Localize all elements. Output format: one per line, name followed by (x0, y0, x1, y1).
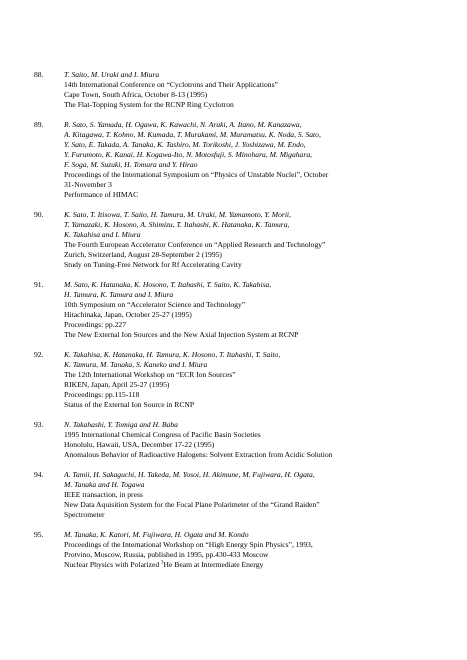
entry-authors: Y. Sato, E. Takada, A. Tanaka, K. Tashiro, M. Torikoshi, J. Yoshizawa, M. Endo, (64, 140, 306, 149)
reference-entry (0, 530, 467, 570)
entry-line: Proceedings of the International Symposium on “Physics of Unstable Nuclei”, October (64, 170, 329, 179)
entry-authors: T. Saito, M. Uraki and I. Miura (64, 70, 160, 79)
entry-authors: N. Takahashi, Y. Tomiga and H. Baba (64, 420, 178, 429)
entry-body (64, 210, 439, 270)
entry-line: 31-November 3 (64, 180, 112, 189)
entry-body (64, 350, 439, 410)
entry-line: Honolulu, Hawaii, USA, December 17-22 (1995) (64, 440, 215, 449)
entry-line: IEEE transaction, in press (64, 490, 143, 499)
entry-line: The Fourth European Accelerator Conference on “Applied Research and Technology” (64, 240, 326, 249)
entry-authors: A. Kitagawa, T. Kohno, M. Kumada, T. Murakami, M. Muramatsu, K. Noda, S. Sato, (64, 130, 321, 139)
entry-authors: F. Soga, M. Suzuki, H. Tomura and Y. Hirao (64, 160, 198, 169)
entry-line: Protvino, Moscow, Russia, published in 1995, pp.430-433 Moscow (64, 550, 269, 559)
entry-number: 91. (34, 280, 44, 289)
entry-line: 14th International Conference on “Cyclotrons and Their Applications” (64, 80, 278, 89)
entry-number: 89. (34, 120, 44, 129)
entry-line: Hitachinaka, Japan, October 25-27 (1995) (64, 310, 192, 319)
entry-authors: R. Sato, S. Yamada, H. Ogawa, K. Kawachi, N. Araki, A. Itano, M. Kanazawa, (64, 120, 302, 129)
entry-line: Performance of HIMAC (64, 190, 139, 199)
entry-body (64, 420, 439, 460)
entry-number: 92. (34, 350, 44, 359)
reference-entry (0, 280, 467, 340)
entry-authors: H. Tamura, K. Tamura and I. Miura (64, 290, 174, 299)
entry-line: Zurich, Switzerland, August 28-September 2 (1995) (64, 250, 222, 259)
entry-authors: K. Takahisa, K. Hatanaka, H. Tamura, K. Hosono, T. Itahashi, T. Saito, (64, 350, 281, 359)
entry-line: Proceedings: pp.227 (64, 320, 127, 329)
title-text-after: He Beam at Intermediate Energy (163, 560, 264, 569)
entry-number: 90. (34, 210, 44, 219)
entry-line: Status of the External Ion Source in RCNP (64, 400, 195, 409)
entry-line: Proceedings of the International Workshop on “High Energy Spin Physics”, 1993, (64, 540, 313, 549)
entry-number: 93. (34, 420, 44, 429)
entry-body (64, 530, 439, 570)
entry-authors: K. Takahisa and I. Miura (64, 230, 141, 239)
entry-authors: M. Tanaka and H. Togawa (64, 480, 145, 489)
entry-body (64, 470, 439, 520)
entry-line: The Flat-Topping System for the RCNP Ring Cyclotron (64, 100, 234, 109)
entry-body (64, 70, 439, 110)
reference-entry (0, 70, 467, 110)
entry-authors: M. Tanaka, K. Katori, M. Fujiwara, H. Ogata and M. Kondo (64, 530, 249, 539)
entry-line: Anomalous Behavior of Radioactive Halogens: Solvent Extraction from Acidic Solution (64, 450, 333, 459)
entry-line: Spectrometer (64, 510, 105, 519)
entry-line: 10th Symposium on “Accelerator Science and Technology” (64, 300, 246, 309)
reference-entry (0, 210, 467, 270)
entry-line: The 12th International Workshop on “ECR Ion Sources” (64, 370, 236, 379)
title-text-before: Nuclear Physics with Polarized (64, 560, 162, 569)
entry-authors: K. Sato, T. Itisowa, T. Saito, H. Tamura, M. Uraki, M. Yamamoto, Y. Morii, (64, 210, 291, 219)
superscript-mass-number: 3 (161, 560, 164, 566)
entry-authors: T. Yamazaki, K. Hosono, A. Shimizu, T. Itahashi, K. Hatanaka, K. Tamura, (64, 220, 290, 229)
entry-line: The New External Ion Sources and the New Axial Injection System at RCNP (64, 330, 299, 339)
entry-authors: K. Tamura, M. Tanaka, S. Kaneko and I. Miura (64, 360, 208, 369)
reference-list (0, 70, 467, 580)
entry-line: Proceedings: pp.115-118 (64, 390, 140, 399)
reference-entry (0, 420, 467, 460)
entry-body (64, 280, 439, 340)
entry-authors: M. Sato, K. Hatanaka, K. Hosono, T. Itahashi, T. Saito, K. Takahisa, (64, 280, 272, 289)
entry-line: New Data Aquisition System for the Focal Plane Polarimeter of the “Grand Raiden” (64, 500, 320, 509)
entry-number: 88. (34, 70, 44, 79)
entry-number: 95. (34, 530, 44, 539)
entry-authors: Y. Furumoto, K. Kanai, H. Kogawa-Ito, N. Motosfuji, S. Minohara, M. Migahara, (64, 150, 313, 159)
entry-title-line (64, 560, 439, 570)
reference-entry (0, 470, 467, 520)
entry-authors: A. Tamii, H. Sakaguchi, H. Takeda, M. Yosoi, H. Akimune, M. Fujiwara, H. Ogata, (64, 470, 315, 479)
reference-entry (0, 350, 467, 410)
entry-line: 1995 International Chemical Congress of Pacific Basin Societies (64, 430, 261, 439)
entry-body (64, 120, 439, 200)
entry-line: RIKEN, Japan, April 25-27 (1995) (64, 380, 170, 389)
entry-line: Study on Tuning-Free Network for Rf Accelerating Cavity (64, 260, 242, 269)
entry-line: Cape Town, South Africa, October 8-13 (1995) (64, 90, 208, 99)
entry-number: 94. (34, 470, 44, 479)
reference-entry (0, 120, 467, 200)
